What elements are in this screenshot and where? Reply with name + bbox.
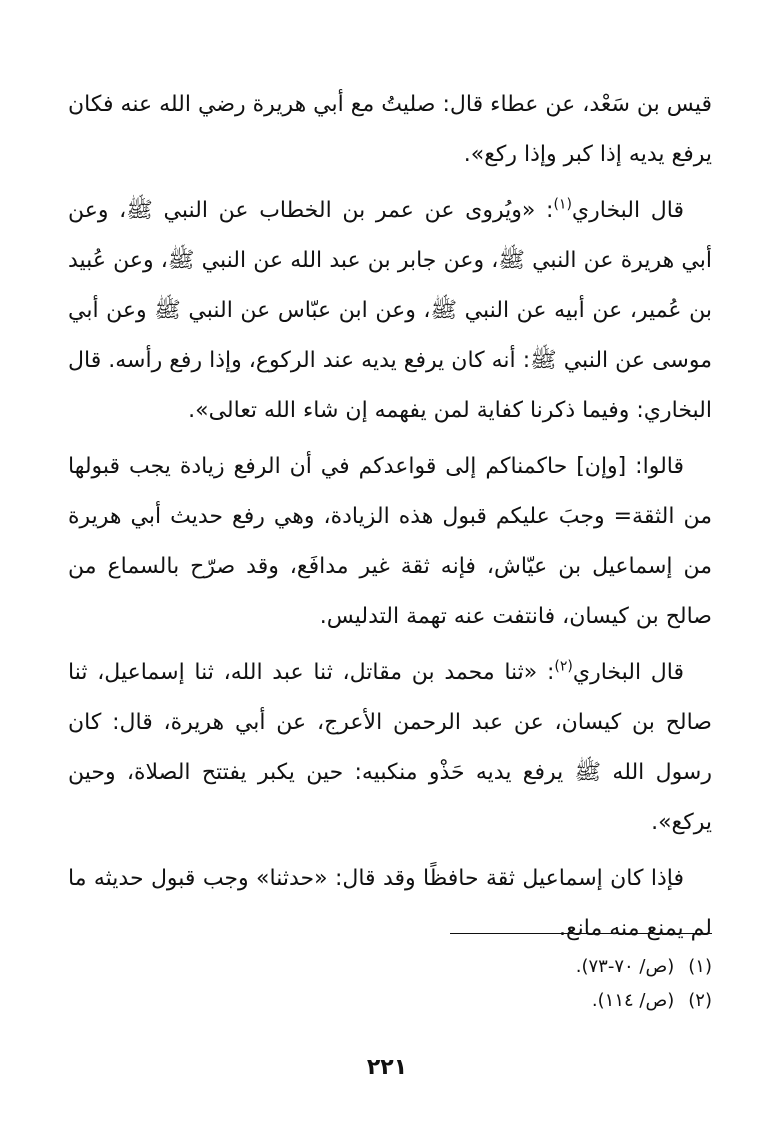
- paragraph-1: [68, 80, 712, 180]
- paragraph-2: [68, 186, 712, 436]
- footnote-ref-1: (١): [553, 196, 572, 213]
- footnote-2-number: (٢): [688, 990, 712, 1011]
- footnote-1-text: (ص/ ٧٠-٧٣).: [575, 956, 675, 977]
- footnote-2: [312, 984, 712, 1018]
- paragraph-3-text: قالوا: [وإن] حاكمناكم إلى قواعدكم في أن الرفع زيادة يجب قبولها من الثقة= وجبَ عليكم قبول هذه الزيادة، وهي رفع حديث أبي هريرة من إسماعيل بن عيّاش، فإنه ثقة غير مدافَع، وقد صرّح بالسماع من صالح بن كيسان، فانتفت عنه تهمة التدليس.: [68, 454, 712, 629]
- footnote-1: [312, 950, 712, 984]
- footnotes: [312, 950, 712, 1018]
- footnote-2-text: (ص/ ١١٤).: [591, 990, 675, 1011]
- main-text: [68, 80, 712, 960]
- paragraph-3: [68, 442, 712, 642]
- paragraph-5-text: فإذا كان إسماعيل ثقة حافظًا وقد قال: «حدثنا» وجب قبول حديثه ما لم يمنع منه مانع.: [68, 866, 712, 941]
- footnote-ref-2: (٢): [554, 658, 573, 675]
- paragraph-4-text: : «ثنا محمد بن مقاتل، ثنا عبد الله، ثنا إسماعيل، ثنا صالح بن كيسان، عن عبد الرحمن الأعرج، عن أبي هريرة، قال: كان رسول الله ﷺ يرفع يديه حَذْو منكبيه: حين يكبر يفتتح الصلاة، وحين يركع».: [68, 660, 712, 835]
- page-number: ٢٢١: [366, 1055, 408, 1080]
- paragraph-2-lead: قال البخاري: [571, 198, 684, 223]
- paragraph-1-text: قيس بن سَعْد، عن عطاء قال: صليتُ مع أبي هريرة رضي الله عنه فكان يرفع يديه إذا كبر وإذا ركع».: [68, 92, 712, 167]
- paragraph-4: [68, 648, 712, 848]
- footnote-1-number: (١): [688, 956, 712, 977]
- paragraph-4-lead: قال البخاري: [572, 660, 684, 685]
- paragraph-5: [68, 854, 712, 954]
- footnote-divider: [450, 933, 712, 934]
- paragraph-2-text: : «ويُروى عن عمر بن الخطاب عن النبي ﷺ، وعن أبي هريرة عن النبي ﷺ، وعن جابر بن عبد الله عن النبي ﷺ، وعن عُبيد بن عُمير، عن أبيه عن النبي ﷺ، وعن ابن عبّاس عن النبي ﷺ وعن أبي موسى عن النبي ﷺ: أنه كان يرفع يديه عند الركوع، وإذا رفع رأسه. قال البخاري: وفيما ذكرنا كفاية لمن يفهمه إن شاء الله تعالى».: [68, 198, 712, 423]
